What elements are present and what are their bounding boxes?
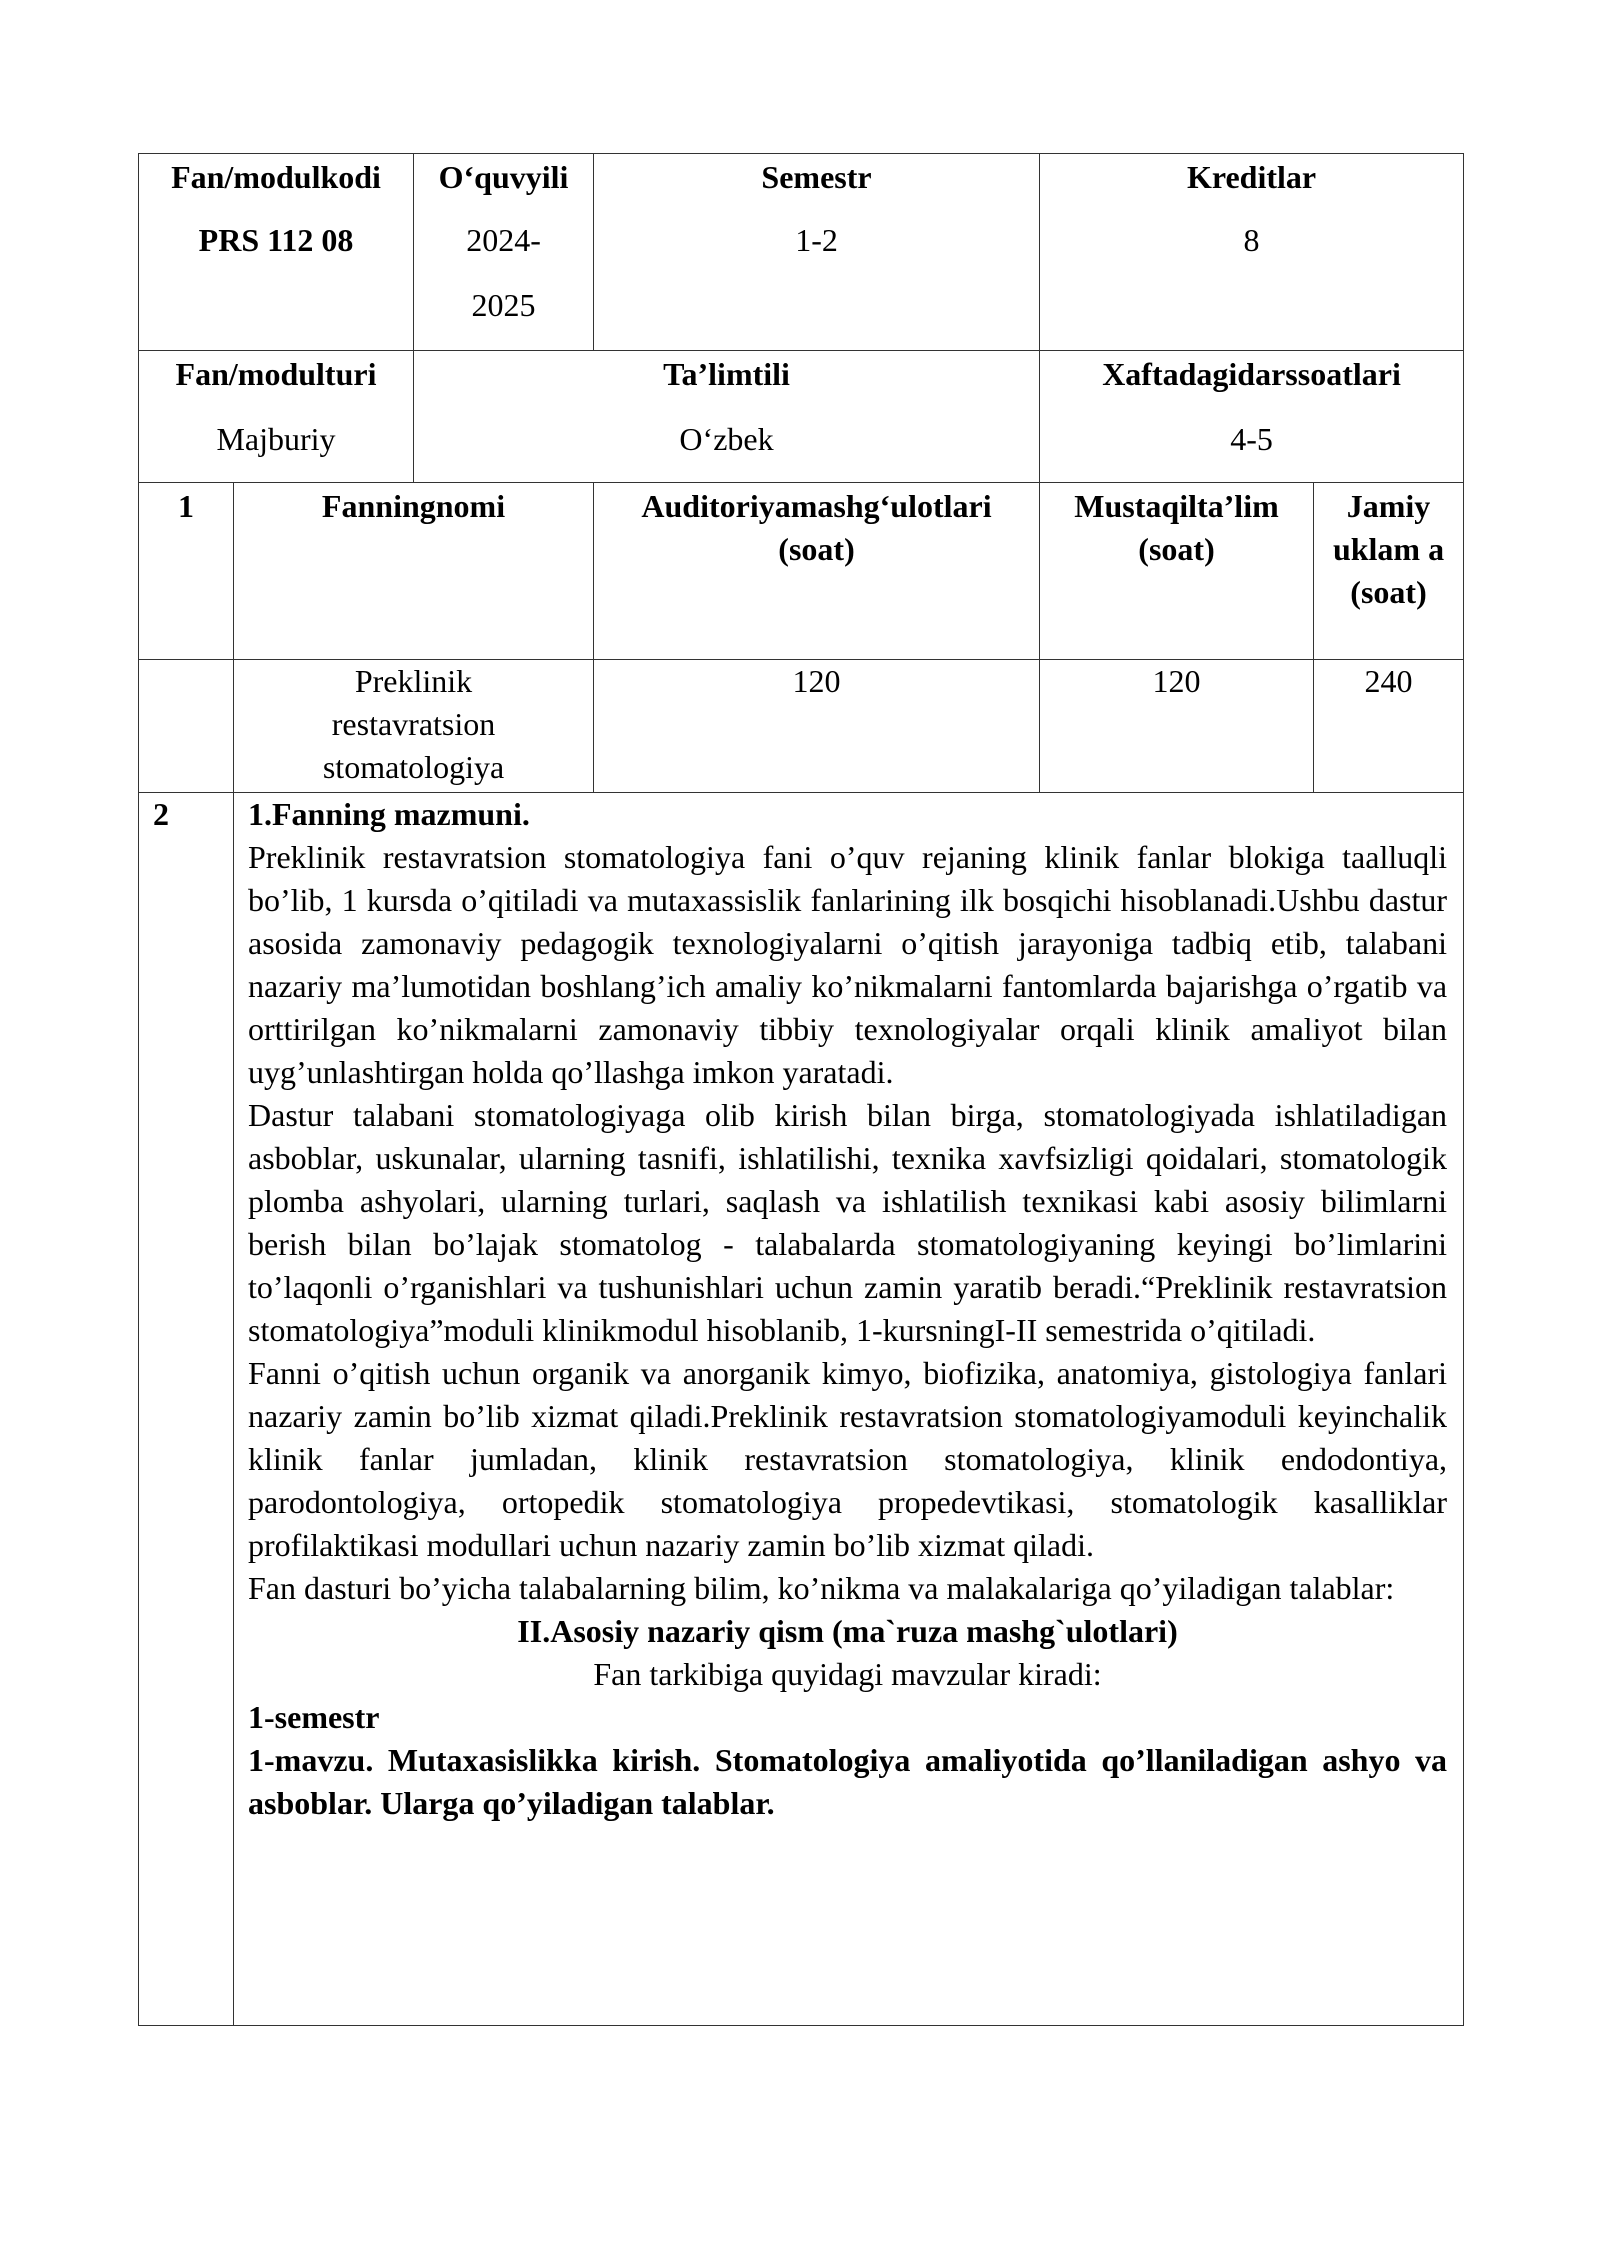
empty-number-cell (139, 660, 234, 793)
subject-name-label: Fanningnomi (234, 483, 594, 660)
lang-label: Ta’limtili (663, 356, 790, 392)
year-value-2: 2025 (471, 287, 536, 323)
row-number-2: 2 (139, 793, 234, 2026)
subject-name: Preklinik restavratsion stomatologiya (234, 660, 594, 793)
semester-heading: 1-semestr (248, 1699, 380, 1735)
total-hours: 240 (1314, 660, 1464, 793)
credits-cell (1040, 154, 1464, 351)
content-heading: 1.Fanning mazmuni. (248, 796, 530, 832)
header-row-2 (139, 351, 1464, 483)
hours-cell (1040, 351, 1464, 483)
year-cell (414, 154, 594, 351)
subject-values-row (139, 660, 1464, 793)
total-label: Jamiy uklam a (soat) (1314, 483, 1464, 660)
row-number: 1 (139, 483, 234, 660)
credits-label: Kreditlar (1186, 159, 1317, 195)
type-cell (139, 351, 414, 483)
semester-value: 1-2 (795, 222, 838, 258)
year-value-1: 2024- (466, 222, 541, 258)
lang-value: O‘zbek (679, 421, 774, 457)
content-row (139, 793, 1464, 2026)
hours-value: 4-5 (1230, 421, 1273, 457)
subject-header-row (139, 483, 1464, 660)
code-cell (139, 154, 414, 351)
code-label: Fan/modulkodi (171, 159, 381, 195)
lang-cell (414, 351, 1040, 483)
semester-label: Semestr (761, 159, 872, 195)
year-label: O‘quvyili (438, 159, 569, 195)
syllabus-table (138, 153, 1464, 2026)
independent-hours: 120 (1040, 660, 1314, 793)
auditorium-hours: 120 (594, 660, 1040, 793)
topic-1: 1-mavzu. Mutaxasislikka kirish. Stomatologiya amaliyotida qo’llaniladigan ashyo va asboblar. Ularga qo’yiladigan talablar. (248, 1742, 1448, 1821)
hours-label: Xaftadagidarssoatlari (1102, 356, 1401, 392)
section-title: II.Asosiy nazariy qism (ma`ruza mashg`ulotlari) (517, 1613, 1178, 1649)
content-paragraph-2: Dastur talabani stomatologiyaga olib kirish bilan birga, stomatologiyada ishlatiladigan asboblar, uskunalar, ularning tasnifi, ishlatilishi, texnika xavfsizligi qoidalari, stomatologik plomba ashyolari, ularning turlari, saqlash va ishlatilish texnikasi kabi asosiy bilimlarni berish bilan bo’lajak stomatolog - talabalarda stomatologiyaning keyingi bo’limlarini to’laqonli o’rganishlari va tushunishlari uchun zamin yaratib beradi.“Preklinik restavratsion stomatologiya”moduli klinikmodul hisoblanib, 1-kursningI-II semestrida o’qitiladi. (248, 1097, 1448, 1348)
content-paragraph-4: Fan dasturi bo’yicha talabalarning bilim, ko’nikma va malakalariga qo’yiladigan talablar: (248, 1570, 1395, 1606)
content-cell (234, 793, 1464, 2026)
content-paragraph-3: Fanni o’qitish uchun organik va anorganik kimyo, biofizika, anatomiya, gistologiya fanlari nazariy zamin bo’lib xizmat qiladi.Preklinik restavratsion stomatologiyamoduli keyinchalik klinik fanlar jumladan, klinik restavratsion stomatologiya, klinik endodontiya, parodontologiya, ortopedik stomatologiya propedevtikasi, stomatologik kasalliklar profilaktikasi modullari uchun nazariy zamin bo’lib xizmat qiladi. (248, 1355, 1448, 1563)
type-value: Majburiy (216, 421, 336, 457)
header-row-1 (139, 154, 1464, 351)
code-value: PRS 112 08 (198, 222, 354, 258)
credits-value: 8 (1243, 222, 1260, 258)
semester-cell (594, 154, 1040, 351)
section-subtitle: Fan tarkibiga quyidagi mavzular kiradi: (593, 1656, 1102, 1692)
auditorium-label: Auditoriyamashg‘ulotlari (soat) (594, 483, 1040, 660)
type-label: Fan/modulturi (175, 356, 377, 392)
content-paragraph-1: Preklinik restavratsion stomatologiya fani o’quv rejaning klinik fanlar blokiga taalluqli bo’lib, 1 kursda o’qitiladi va mutaxassislik fanlarining ilk bosqichi hisoblanadi.Ushbu dastur asosida zamonaviy pedagogik texnologiyalarni o’qitish jarayoniga tadbiq etib, talabani nazariy ma’lumotidan boshlang’ich amaliy ko’nikmalarni fantomlarda bajarishga o’rgatib va orttirilgan ko’nikmalarni zamonaviy tibbiy texnologiyalar orqali klinik amaliyot bilan uyg’unlashtirgan holda qo’llashga imkon yaratadi. (248, 839, 1448, 1090)
independent-label: Mustaqilta’lim (soat) (1040, 483, 1314, 660)
